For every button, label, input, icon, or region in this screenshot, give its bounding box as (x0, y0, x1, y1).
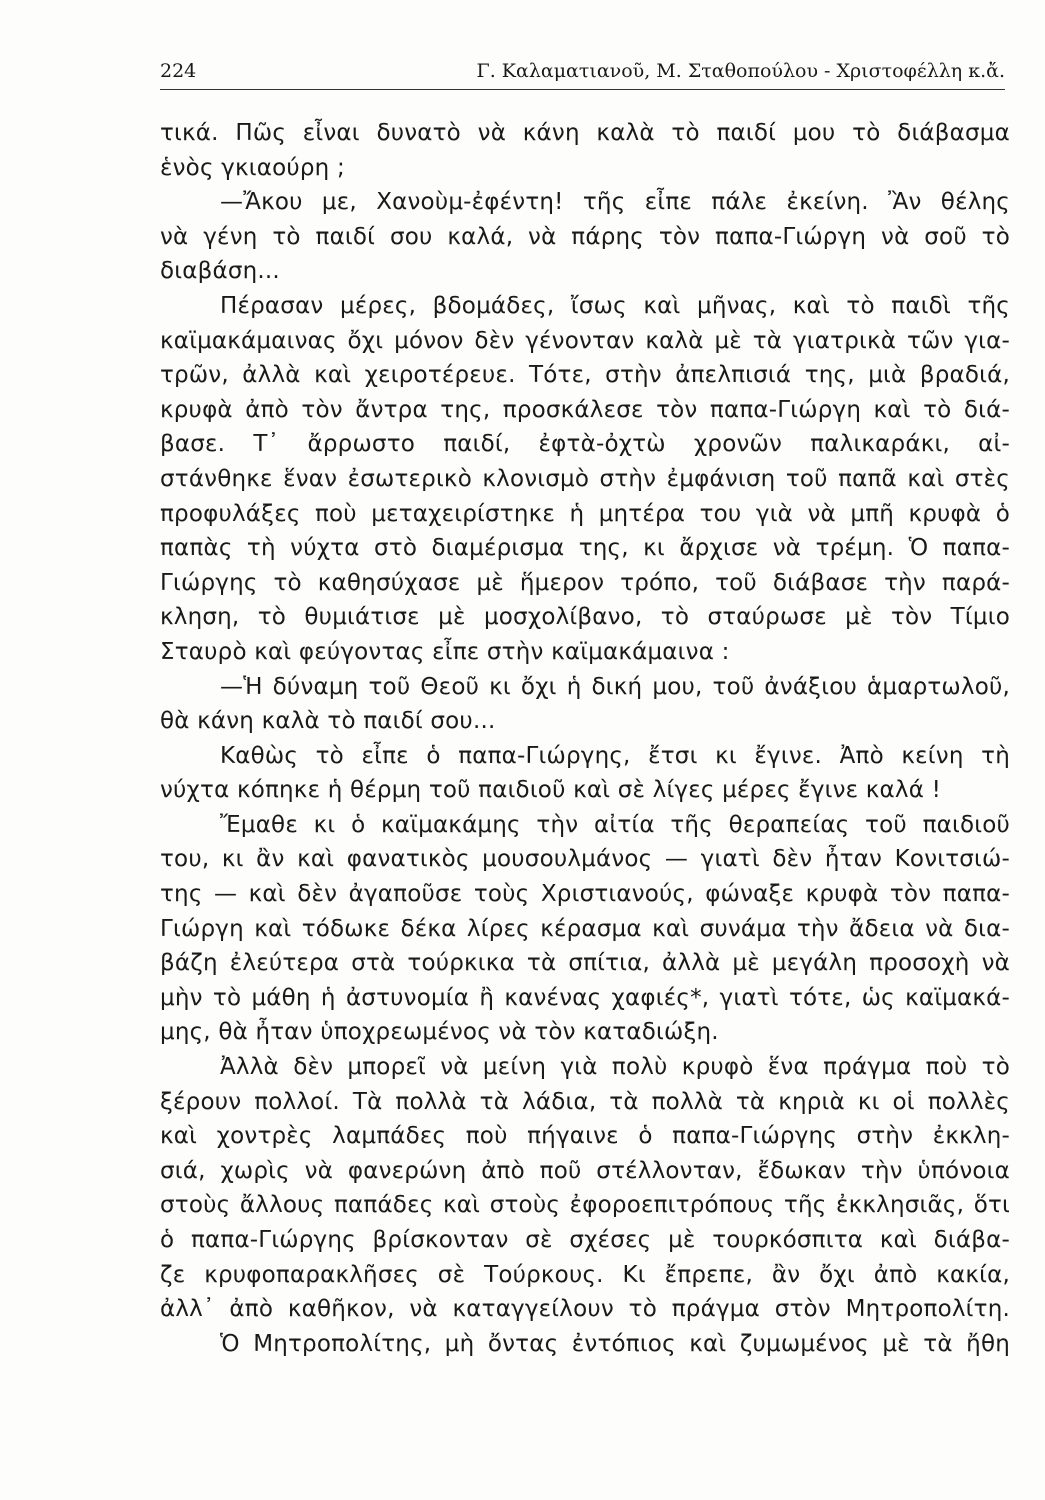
text-line: διαβάση... (160, 258, 280, 285)
text-line: στάνθηκε ἕναν ἐσωτερικὸ κλονισμὸ στὴν ἐμφάνιση τοῦ παπᾶ καὶ στὲς (160, 465, 1010, 492)
text-line: ζε κρυφοπαρακλῆσες σὲ Τούρκους. Κι ἔπρεπε, ἂν ὄχι ἀπὸ κακία, (160, 1261, 1010, 1288)
text-line: Ὁ Μητροπολίτης, μὴ ὄντας ἐντόπιος καὶ ζυμωμένος μὲ τὰ ἤθη (220, 1330, 1010, 1357)
text-line: τικά. Πῶς εἶναι δυνατὸ νὰ κάνη καλὰ τὸ παιδί μου τὸ διάβασμα (160, 120, 1010, 146)
text-line: βασε. Τ᾽ ἄρρωστο παιδί, ἐφτὰ-ὀχτὼ χρονῶν παλικαράκι, αἰ- (160, 431, 1010, 458)
text-line: —Ἡ δύναμη τοῦ Θεοῦ κι ὄχι ἡ δική μου, τοῦ ἀνάξιου ἁμαρτωλοῦ, (220, 673, 1010, 700)
text-line: τρῶν, ἀλλὰ καὶ χειροτέρευε. Τότε, στὴν ἀπελπισιά της, μιὰ βραδιά, (160, 362, 1010, 389)
text-line: ἀλλ᾽ ἀπὸ καθῆκον, νὰ καταγγείλουν τὸ πράγμα στὸν Μητροπολίτη. (160, 1296, 1010, 1323)
text-line: βάζη ἐλεύτερα στὰ τούρκικα τὰ σπίτια, ἀλλὰ μὲ μεγάλη προσοχὴ νὰ (160, 950, 1010, 977)
text-line: Σταυρὸ καὶ φεύγοντας εἶπε στὴν καϊμακάμαινα : (160, 638, 730, 665)
text-line: μὴν τὸ μάθη ἡ ἀστυνομία ἢ κανένας χαφιές*, γιατὶ τότε, ὡς καϊμακά- (160, 984, 1010, 1011)
text-line: Πέρασαν μέρες, βδομάδες, ἴσως καὶ μῆνας, καὶ τὸ παιδὶ τῆς (220, 292, 1010, 319)
text-line: Γιώργη καὶ τόδωκε δέκα λίρες κέρασμα καὶ συνάμα τὴν ἄδεια νὰ δια- (160, 915, 1010, 942)
text-line: νὰ γένη τὸ παιδί σου καλά, νὰ πάρης τὸν παπα-Γιώργη νὰ σοῦ τὸ (160, 223, 1010, 250)
body-text (160, 116, 1010, 1361)
text-line: κρυφὰ ἀπὸ τὸν ἄντρα της, προσκάλεσε τὸν παπα-Γιώργη καὶ τὸ διά- (160, 396, 1010, 423)
text-line: Ἔμαθε κι ὁ καϊμακάμης τὴν αἰτία τῆς θεραπείας τοῦ παιδιοῦ (220, 811, 1010, 838)
text-line: στοὺς ἄλλους παπάδες καὶ στοὺς ἐφοροεπιτρόπους τῆς ἐκκλησιᾶς, ὅτι (160, 1192, 1010, 1219)
text-line: του, κι ἂν καὶ φανατικὸς μουσουλμάνος — γιατὶ δὲν ἦταν Κονιτσιώ- (160, 846, 1010, 873)
text-line: της — καὶ δὲν ἀγαποῦσε τοὺς Χριστιανούς, φώναξε κρυφὰ τὸν παπα- (160, 881, 1010, 908)
text-line: —Ἄκου με, Χανοὺμ-ἐφέντη! τῆς εἶπε πάλε ἐκείνη. Ἂν θέλης (220, 189, 1010, 216)
text-line: ξέρουν πολλοί. Τὰ πολλὰ τὰ λάδια, τὰ πολλὰ τὰ κηριὰ κι οἱ πολλὲς (160, 1088, 1010, 1115)
text-line: προφυλάξες ποὺ μεταχειρίστηκε ἡ μητέρα του γιὰ νὰ μπῆ κρυφὰ ὁ (160, 500, 1010, 527)
text-line: καὶ χοντρὲς λαμπάδες ποὺ πήγαινε ὁ παπα-Γιώργης στὴν ἐκκλη- (160, 1123, 1010, 1150)
page-number: 224 (160, 60, 197, 82)
text-line: ἑνὸς γκιαούρη ; (160, 154, 345, 181)
text-line: νύχτα κόπηκε ἡ θέρμη τοῦ παιδιοῦ καὶ σὲ λίγες μέρες ἔγινε καλά ! (160, 777, 942, 804)
text-line: σιά, χωρὶς νὰ φανερώνη ἀπὸ ποῦ στέλλονταν, ἔδωκαν τὴν ὑπόνοια (160, 1157, 1010, 1184)
text-line: καϊμακάμαινας ὄχι μόνον δὲν γένονταν καλὰ μὲ τὰ γιατρικὰ τῶν για- (160, 327, 1010, 354)
text-line: παπὰς τὴ νύχτα στὸ διαμέρισμα της, κι ἄρχισε νὰ τρέμη. Ὁ παπα- (160, 535, 1010, 562)
header-rule (160, 89, 1005, 90)
text-line: Καθὼς τὸ εἶπε ὁ παπα-Γιώργης, ἔτσι κι ἔγινε. Ἀπὸ κείνη τὴ (220, 742, 1010, 769)
text-line: ὁ παπα-Γιώργης βρίσκονταν σὲ σχέσες μὲ τουρκόσπιτα καὶ διάβα- (160, 1227, 1010, 1253)
text-line: θὰ κάνη καλὰ τὸ παιδί σου... (160, 708, 496, 735)
text-line: κληση, τὸ θυμιάτισε μὲ μοσχολίβανο, τὸ σταύρωσε μὲ τὸν Τίμιο (160, 604, 1010, 631)
page-header (160, 54, 1005, 88)
text-line: μης, θὰ ἦταν ὑποχρεωμένος νὰ τὸν καταδιώξη. (160, 1019, 719, 1046)
running-head: Γ. Καλαματιανοῦ, Μ. Σταθοπούλου - Χριστοφέλλη κ.ἄ. (476, 60, 1005, 82)
text-line: Ἀλλὰ δὲν μπορεῖ νὰ μείνη γιὰ πολὺ κρυφὸ ἕνα πράγμα ποὺ τὸ (220, 1054, 1010, 1081)
text-line: Γιώργης τὸ καθησύχασε μὲ ἥμερον τρόπο, τοῦ διάβασε τὴν παρά- (160, 569, 1010, 596)
